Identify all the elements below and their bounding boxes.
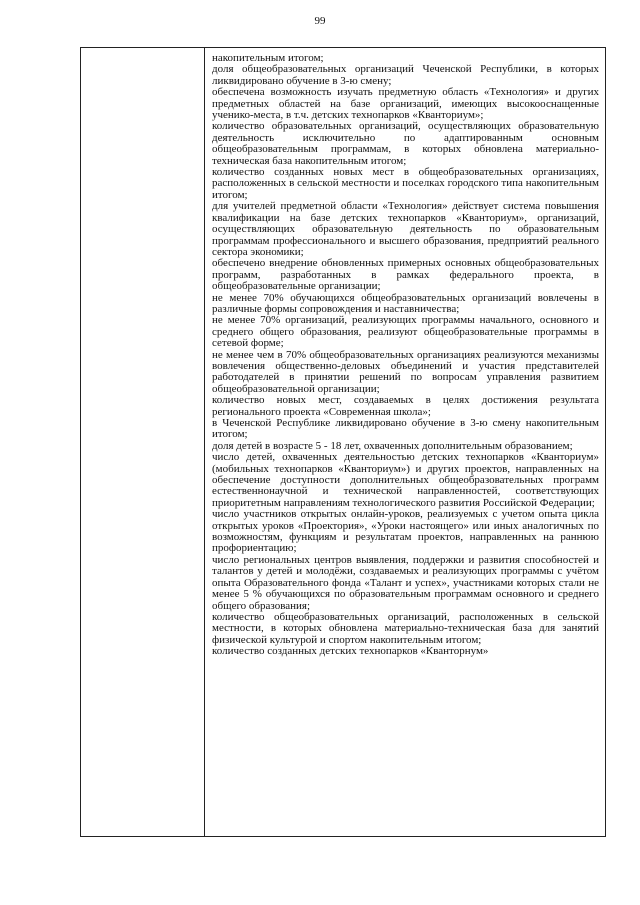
table-row <box>81 48 606 837</box>
page-number: 99 <box>314 15 326 27</box>
indicator-paragraph: количество новых мест, создаваемых в целях достижения результата регионального проекта «Современная школа»; <box>212 394 599 418</box>
indicator-paragraph: доля общеобразовательных организаций Чеченской Республики, в которых ликвидировано обучение в 3-ю смену; <box>212 63 599 87</box>
indicator-paragraph: в Чеченской Республике ликвидировано обучение в 3-ю смену накопительным итогом; <box>212 417 599 441</box>
indicator-paragraph: накопительным итогом; <box>212 52 324 64</box>
indicator-paragraph: количество образовательных организаций, осуществляющих образовательную деятельность исключительно по адаптированным основным общеобразовательным программам, в которых обновлена материально-техническая база накопительным итогом; <box>212 120 599 167</box>
indicators-text <box>205 48 605 835</box>
indicator-paragraph: число региональных центров выявления, поддержки и развития способностей и талантов у детей и молодёжи, создаваемых и реализующих программы с учётом опыта Образовательного фонда «Талант и успех», участниками которых стали не менее 5 % обучающихся по образовательным программам основного и среднего общего образования; <box>212 553 599 612</box>
indicator-paragraph: доля детей в возрасте 5 - 18 лет, охваченных дополнительным образованием; <box>212 439 573 452</box>
indicators-table <box>80 47 606 837</box>
indicator-paragraph: обеспечено внедрение обновленных примерных основных общеобразовательных программ, разработанных в рамках федерального проекта, в общеобразовательные организации; <box>212 257 599 293</box>
indicator-paragraph: число детей, охваченных деятельностью детских технопарков «Кванториум» (мобильных технопарков «Кванториум») и других проектов, направленных на обеспечение доступности дополнительных общеобразовательных программ естественнонаучной и технической направленностей, соответствующих приоритетным направлениям технологического развития Российской Федерации; <box>212 451 599 509</box>
indicator-paragraph: не менее чем в 70% общеобразовательных организациях реализуются механизмы вовлечения общественно-деловых объединений и участия представителей работодателей в принятии решений по вопросам управления развитием общеобразовательной организации; <box>212 348 599 395</box>
indicator-paragraph: число участников открытых онлайн-уроков, реализуемых с учетом опыта цикла открытых уроков «Проектория», «Уроки настоящего» или иных аналогичных по возможностям, функциям и результатам проектов, направленных на раннюю профориентацию; <box>212 508 599 555</box>
indicator-paragraph: обеспечена возможность изучать предметную область «Технология» и других предметных областей на базе организаций, имеющих высокооснащенные ученико-места, в т.ч. детских технопарков «Кванториум»; <box>212 86 599 122</box>
left-column-cell <box>81 48 205 837</box>
indicator-paragraph: количество общеобразовательных организаций, расположенных в сельской местности, в которых обновлена материально-техническая база для занятий физической культурой и спортом накопительным итогом; <box>212 610 599 646</box>
indicator-paragraph: количество созданных детских технопарков «Кванторнум» <box>212 645 489 658</box>
indicator-paragraph: для учителей предметной области «Технология» действует система повышения квалификации на базе детских технопарков «Кванториум», организаций, осуществляющих образовательную деятельность по образовательным программам профессионального и высшего образования, предприятий реального сектора экономики; <box>212 200 599 258</box>
indicator-paragraph: не менее 70% организаций, реализующих программы начального, основного и среднего общего образования, реализуют общеобразовательные программы в сетевой форме; <box>212 314 599 350</box>
right-column-cell <box>205 48 606 837</box>
indicator-paragraph: не менее 70% обучающихся общеобразовательных организаций вовлечены в различные формы сопровождения и наставничества; <box>212 291 599 315</box>
indicator-paragraph: количество созданных новых мест в общеобразовательных организациях, расположенных в сельской местности и поселках городского типа накопительным итогом; <box>212 166 599 201</box>
